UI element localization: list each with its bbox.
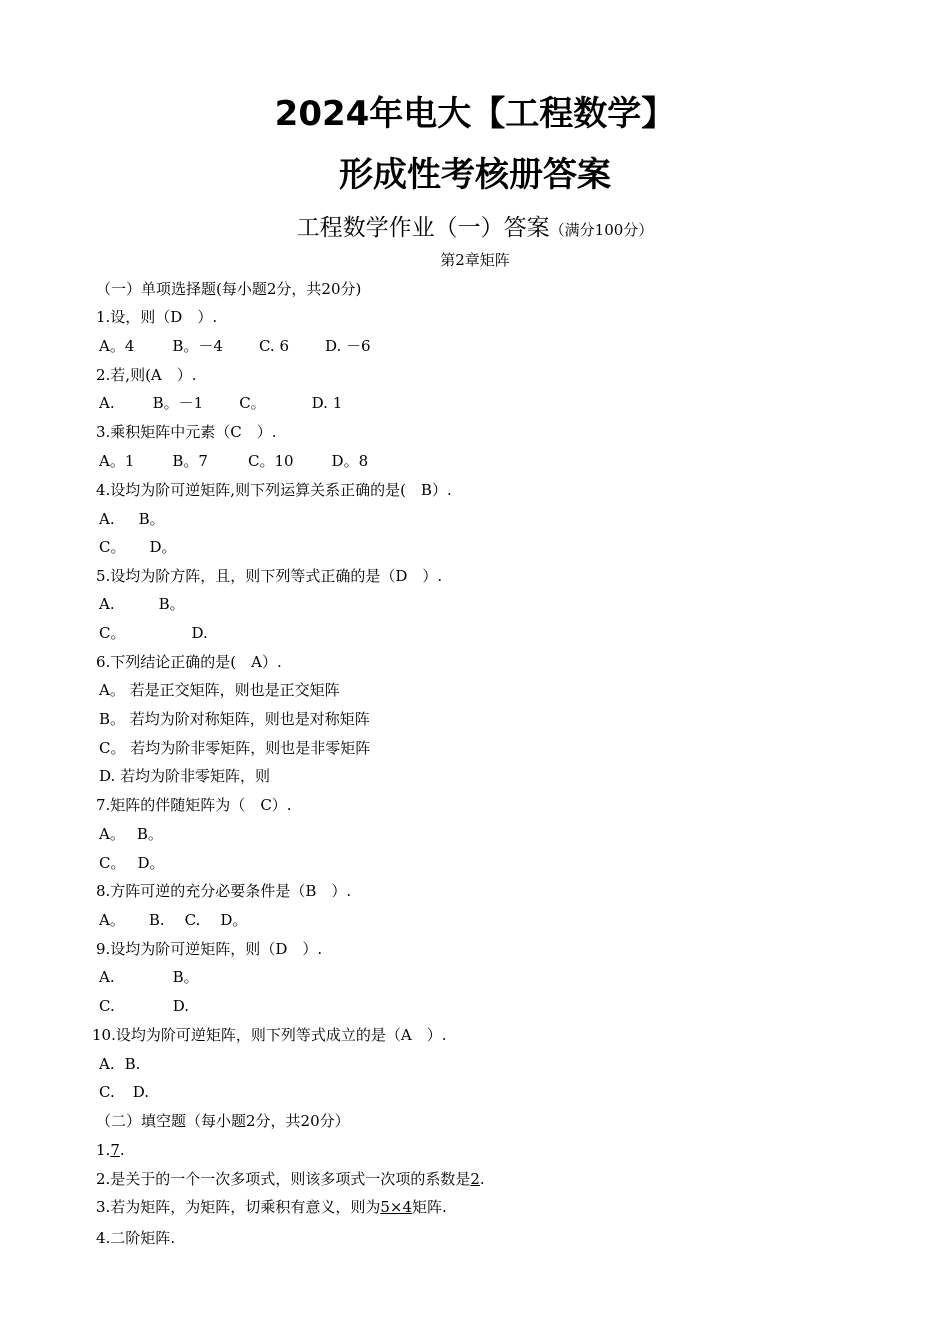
document-subtitle: 形成性考核册答案 xyxy=(339,155,611,195)
fill-question-3 xyxy=(96,1197,447,1217)
question-5: 5.设均为阶方阵，且，则下列等式正确的是（D ）. xyxy=(96,567,443,585)
question-2: 2.若,则(A ）. xyxy=(96,366,197,384)
option-d: D. xyxy=(191,624,208,642)
option-a: A。4 xyxy=(99,337,135,355)
option-d: D。 xyxy=(149,538,177,556)
option-c: C. xyxy=(99,1083,115,1101)
fill-question-4-end: . xyxy=(170,1229,176,1247)
question-5-options-row2 xyxy=(99,623,208,643)
option-a: A。 xyxy=(99,911,125,929)
option-b: B。－1 xyxy=(152,394,204,412)
fill-question-4-text: 4.二阶矩阵 xyxy=(96,1229,171,1247)
section-heading-choice: （一）单项选择题(每小题2分，共20分) xyxy=(96,280,362,298)
option-d: D. 1 xyxy=(311,394,343,412)
fill-question-1-answer: 7 xyxy=(110,1141,120,1159)
option-b: B。 xyxy=(172,968,199,986)
question-6-option-b: B。 若均为阶对称矩阵，则也是对称矩阵 xyxy=(99,710,370,728)
option-c: C。 xyxy=(99,538,126,556)
fill-question-2-end: . xyxy=(479,1170,485,1188)
question-9-options-row2 xyxy=(99,996,189,1016)
option-b: B。 xyxy=(158,595,185,613)
fill-question-2-text: 2.是关于的一个一次多项式，则该多项式一次项的系数是 xyxy=(96,1170,471,1188)
option-a: A。 xyxy=(99,825,125,843)
option-b: B。 xyxy=(136,825,163,843)
question-4-options-row1 xyxy=(99,509,165,529)
option-a: A。1 xyxy=(99,452,135,470)
document-title: 2024年电大【工程数学】 xyxy=(274,94,676,134)
question-4-options-row2 xyxy=(99,537,177,557)
option-d: D。 xyxy=(220,911,248,929)
option-d: D。 xyxy=(137,854,165,872)
question-8: 8.方阵可逆的充分必要条件是（B ）. xyxy=(96,882,352,900)
option-d: D. －6 xyxy=(325,337,371,355)
chapter-heading: 第2章矩阵 xyxy=(440,251,510,269)
question-9: 9.设均为阶可逆矩阵，则（D ）. xyxy=(96,940,323,958)
option-b: B. xyxy=(124,1055,141,1073)
question-3-options xyxy=(99,451,368,471)
fill-question-2 xyxy=(96,1169,485,1189)
option-d: D. xyxy=(172,997,189,1015)
option-a: A. xyxy=(99,968,115,986)
question-7: 7.矩阵的伴随矩阵为（ C）. xyxy=(96,796,292,814)
option-a: A. xyxy=(99,510,115,528)
option-b: B。－4 xyxy=(172,337,223,355)
question-2-options xyxy=(99,393,342,413)
question-4: 4.设均为阶可逆矩阵,则下列运算关系正确的是( B）. xyxy=(96,481,452,499)
question-6-option-c: C。 若均为阶非零矩阵，则也是非零矩阵 xyxy=(99,739,371,757)
question-1: 1.设，则（D ）. xyxy=(96,308,218,326)
question-8-options xyxy=(99,910,247,930)
option-c: C。 xyxy=(99,624,126,642)
option-c: C。 xyxy=(239,394,266,412)
option-c: C。 xyxy=(99,854,126,872)
fill-question-1 xyxy=(96,1140,125,1160)
question-9-options-row1 xyxy=(99,967,199,987)
question-10: 10.设均为阶可逆矩阵，则下列等式成立的是（A ）. xyxy=(92,1026,447,1044)
option-c: C。10 xyxy=(247,452,294,470)
option-a: A. xyxy=(99,394,115,412)
assignment-title: 工程数学作业（一）答案 xyxy=(296,215,550,241)
fill-question-1-text: 1. xyxy=(96,1141,111,1159)
question-5-options-row1 xyxy=(99,594,185,614)
option-a: A. xyxy=(99,1055,115,1073)
option-d: D. xyxy=(132,1083,149,1101)
section-heading-fill: （二）填空题（每小题2分，共20分） xyxy=(96,1112,350,1130)
option-a: A. xyxy=(99,595,115,613)
option-c: C. 6 xyxy=(258,337,289,355)
option-c: C. xyxy=(184,911,201,929)
option-b: B。7 xyxy=(172,452,208,470)
fill-question-4 xyxy=(96,1228,175,1248)
fill-question-3-end: 矩阵. xyxy=(411,1198,447,1216)
fill-question-3-text: 3.若为矩阵，为矩阵，切乘积有意义，则为 xyxy=(96,1198,381,1216)
option-b: B. xyxy=(148,911,165,929)
question-10-options-row1 xyxy=(99,1054,140,1074)
question-10-options-row2 xyxy=(99,1082,149,1102)
question-1-options xyxy=(99,336,371,356)
fill-question-3-answer: 5×4 xyxy=(380,1198,412,1216)
fill-question-1-end: . xyxy=(119,1141,125,1159)
option-b: B。 xyxy=(138,510,165,528)
assignment-heading xyxy=(0,212,950,246)
option-d: D。8 xyxy=(331,452,369,470)
fill-question-2-answer: 2 xyxy=(470,1170,480,1188)
question-6-option-a: A。 若是正交矩阵，则也是正交矩阵 xyxy=(99,681,340,699)
question-7-options-row2 xyxy=(99,853,165,873)
option-c: C. xyxy=(99,997,115,1015)
question-3: 3.乘积矩阵中元素（C ）. xyxy=(96,423,277,441)
question-6-option-d: D. 若均为阶非零矩阵，则 xyxy=(99,767,271,785)
score-note: （满分100分） xyxy=(549,221,654,239)
question-6: 6.下列结论正确的是( A）. xyxy=(96,653,282,671)
question-7-options-row1 xyxy=(99,824,163,844)
